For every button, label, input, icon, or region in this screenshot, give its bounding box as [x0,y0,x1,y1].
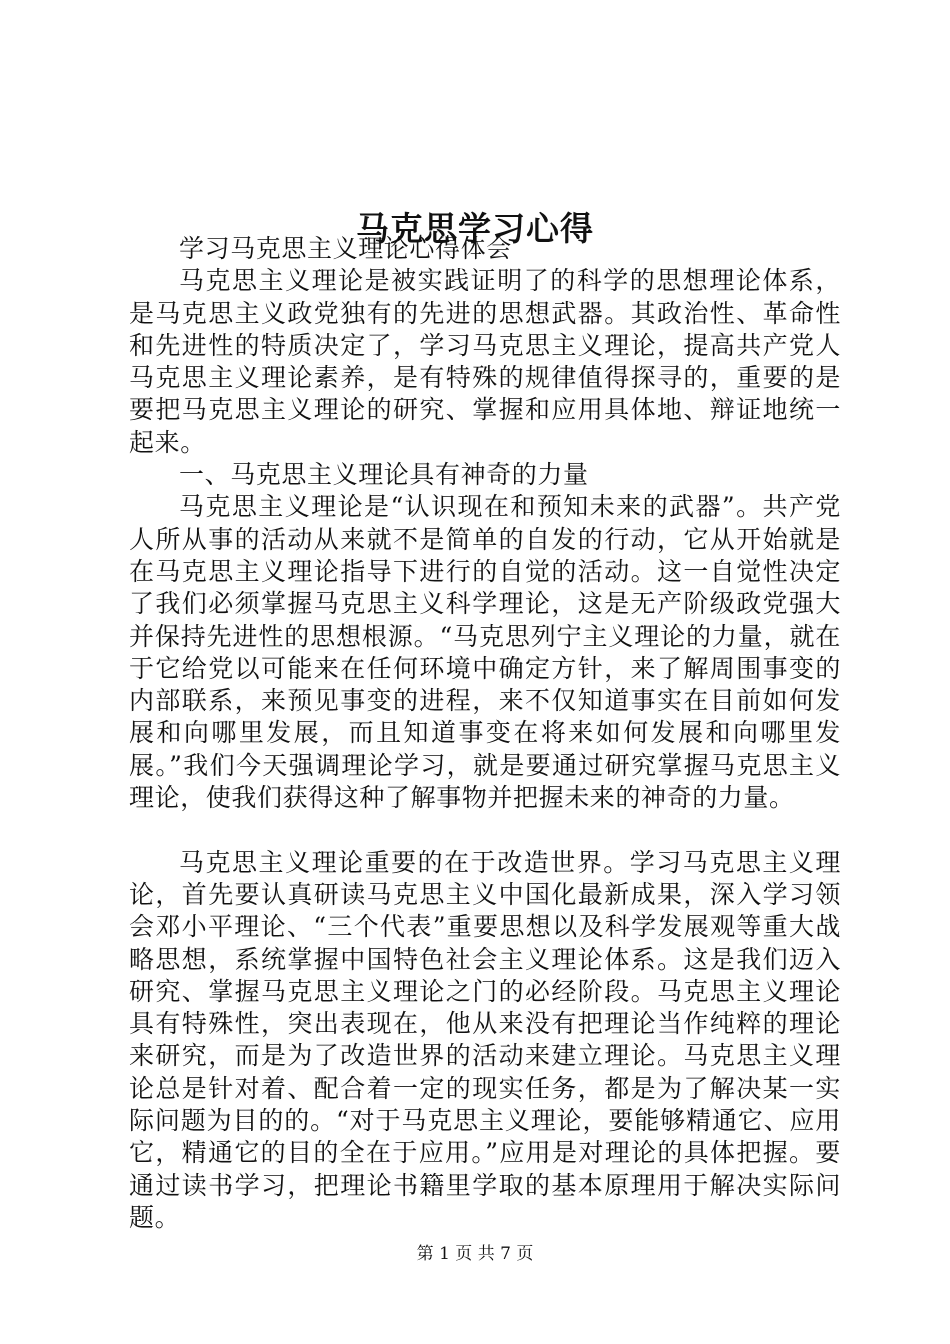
intro-paragraph: 马克思主义理论是被实践证明了的科学的思想理论体系，是马克思主义政党独有的先进的思想武器。其政治性、革命性和先进性的特质决定了，学习马克思主义理论，提高共产党人马克思主义理论素养，是有特殊的规律值得探寻的，重要的是要把马克思主义理论的研究、掌握和应用具体地、辩证地统一起来。 [129,266,841,457]
section-heading: 一、马克思主义理论具有神奇的力量 [179,460,589,490]
body-paragraph: 马克思主义理论重要的在于改造世界。学习马克思主义理论，首先要认真研读马克思主义中国化最新成果，深入学习领会邓小平理论、“三个代表”重要思想以及科学发展观等重大战略思想，系统掌握中国特色社会主义理论体系。这是我们迈入研究、掌握马克思主义理论之门的必经阶段。马克思主义理论具有特殊性，突出表现在，他从来没有把理论当作纯粹的理论来研究，而是为了改造世界的活动来建立理论。马克思主义理论总是针对着、配合着一定的现实任务，都是为了解决某一实际问题为目的的。“对于马克思主义理论，要能够精通它、应用它，精通它的目的全在于应用。”应用是对理论的具体把握。要通过读书学习，把理论书籍里学取的基本原理用于解决实际问题。 [129,847,841,1232]
page-footer: 第 1 页 共 7 页 [416,1244,534,1264]
document-body [129,233,841,1234]
paragraph-spacer [129,814,841,846]
subtitle-paragraph: 学习马克思主义理论心得体会 [179,234,512,263]
page-title: 马克思学习心得 [356,209,594,249]
body-paragraph: 马克思主义理论是“认识现在和预知未来的武器”。共产党人所从事的活动从来就不是简单的自发的行动，它从开始就是在马克思主义理论指导下进行的自觉的活动。这一自觉性决定了我们必须掌握马克思主义科学理论，这是无产阶级政党强大并保持先进性的思想根源。“马克思列宁主义理论的力量，就在于它给党以可能来在任何环境中确定方针，来了解周围事变的内部联系，来预见事变的进程，来不仅知道事实在目前如何发展和向哪里发展，而且知道事变在将来如何发展和向哪里发展。”我们今天强调理论学习，就是要通过研究掌握马克思主义理论，使我们获得这种了解事物并把握未来的神奇的力量。 [129,492,841,813]
